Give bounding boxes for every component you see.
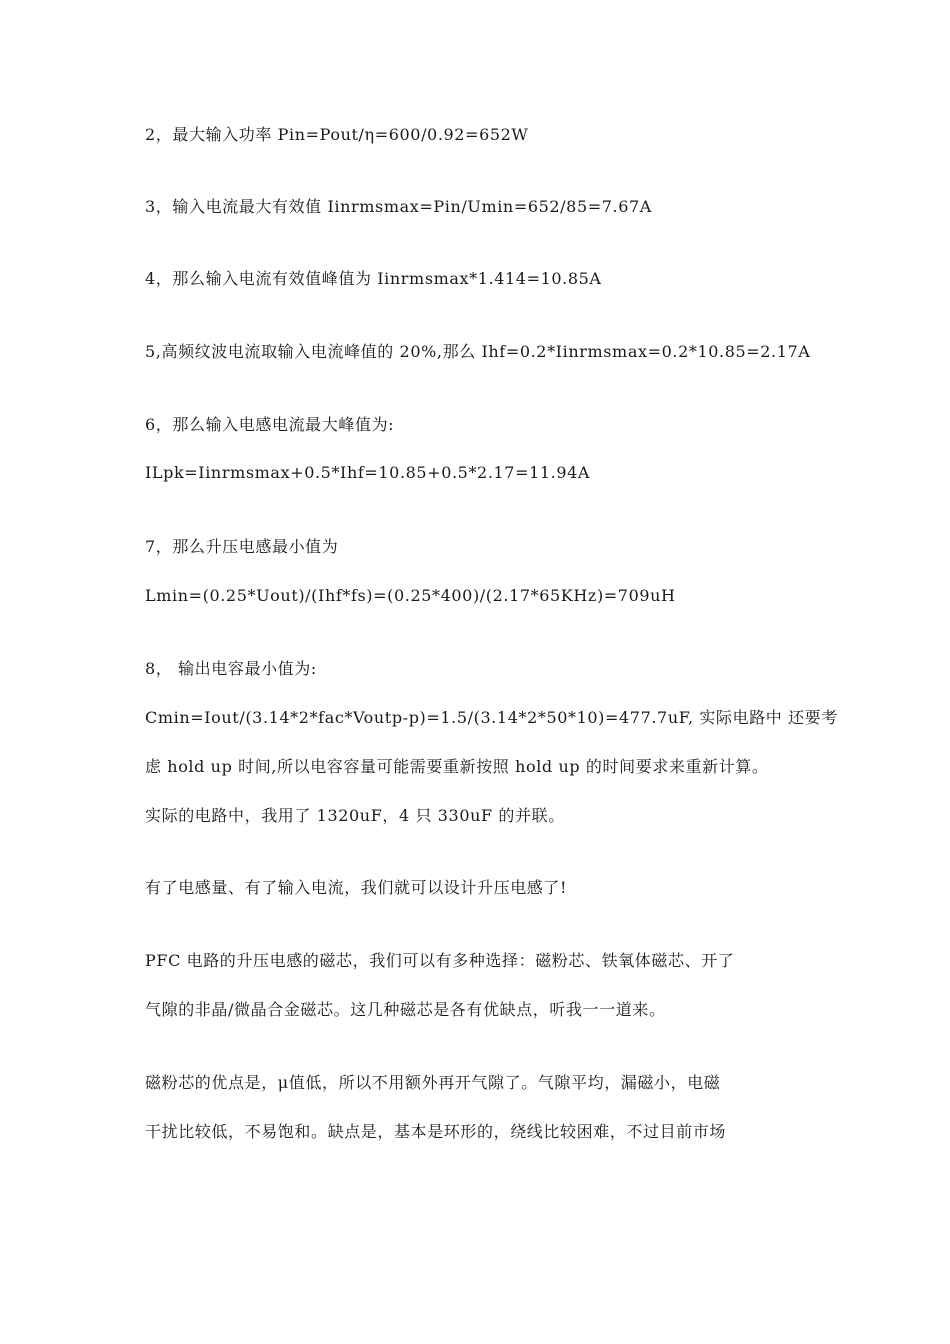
text-line-4: 4，那么输入电流有效值峰值为 Iinrmsmax*1.414=10.85A (145, 269, 602, 288)
paragraph-powder-core-1: 磁粉芯的优点是，μ值低，所以不用额外再开气隙了。气隙平均，漏磁小，电磁 (145, 1073, 721, 1092)
paragraph-core-choice-2: 气隙的非晶/微晶合金磁芯。这几种磁芯是各有优缺点，听我一一道来。 (145, 1000, 666, 1019)
text-line-7-formula: Lmin=(0.25*Uout)/(Ihf*fs)=(0.25*400)/(2.17*65KHz)=709uH (145, 586, 676, 605)
text-line-8-formula: Cmin=Iout/(3.14*2*fac*Voutp-p)=1.5/(3.14*2*50*10)=477.7uF, 实际电路中 还要考 (145, 708, 838, 727)
text-line-8-cont-2: 实际的电路中，我用了 1320uF，4 只 330uF 的并联。 (145, 806, 565, 825)
text-line-3: 3，输入电流最大有效值 Iinrmsmax=Pin/Umin=652/85=7.67A (145, 197, 652, 216)
text-line-6-formula: ILpk=Iinrmsmax+0.5*Ihf=10.85+0.5*2.17=11.94A (145, 463, 591, 482)
text-line-8: 8， 输出电容最小值为: (145, 659, 317, 678)
text-line-7: 7，那么升压电感最小值为 (145, 537, 339, 556)
text-line-6: 6，那么输入电感电流最大峰值为: (145, 415, 395, 434)
paragraph-inductor-intro: 有了电感量、有了输入电流，我们就可以设计升压电感了! (145, 878, 568, 897)
paragraph-core-choice-1: PFC 电路的升压电感的磁芯，我们可以有多种选择：磁粉芯、铁氧体磁芯、开了 (145, 951, 735, 970)
text-line-8-cont-1: 虑 hold up 时间,所以电容容量可能需要重新按照 hold up 的时间要求来重新计算。 (145, 757, 769, 776)
paragraph-powder-core-2: 干扰比较低，不易饱和。缺点是，基本是环形的，绕线比较困难，不过目前市场 (145, 1122, 727, 1141)
text-line-2: 2，最大输入功率 Pin=Pout/η=600/0.92=652W (145, 125, 529, 144)
text-line-5: 5,高频纹波电流取输入电流峰值的 20%,那么 Ihf=0.2*Iinrmsmax=0.2*10.85=2.17A (145, 342, 811, 361)
